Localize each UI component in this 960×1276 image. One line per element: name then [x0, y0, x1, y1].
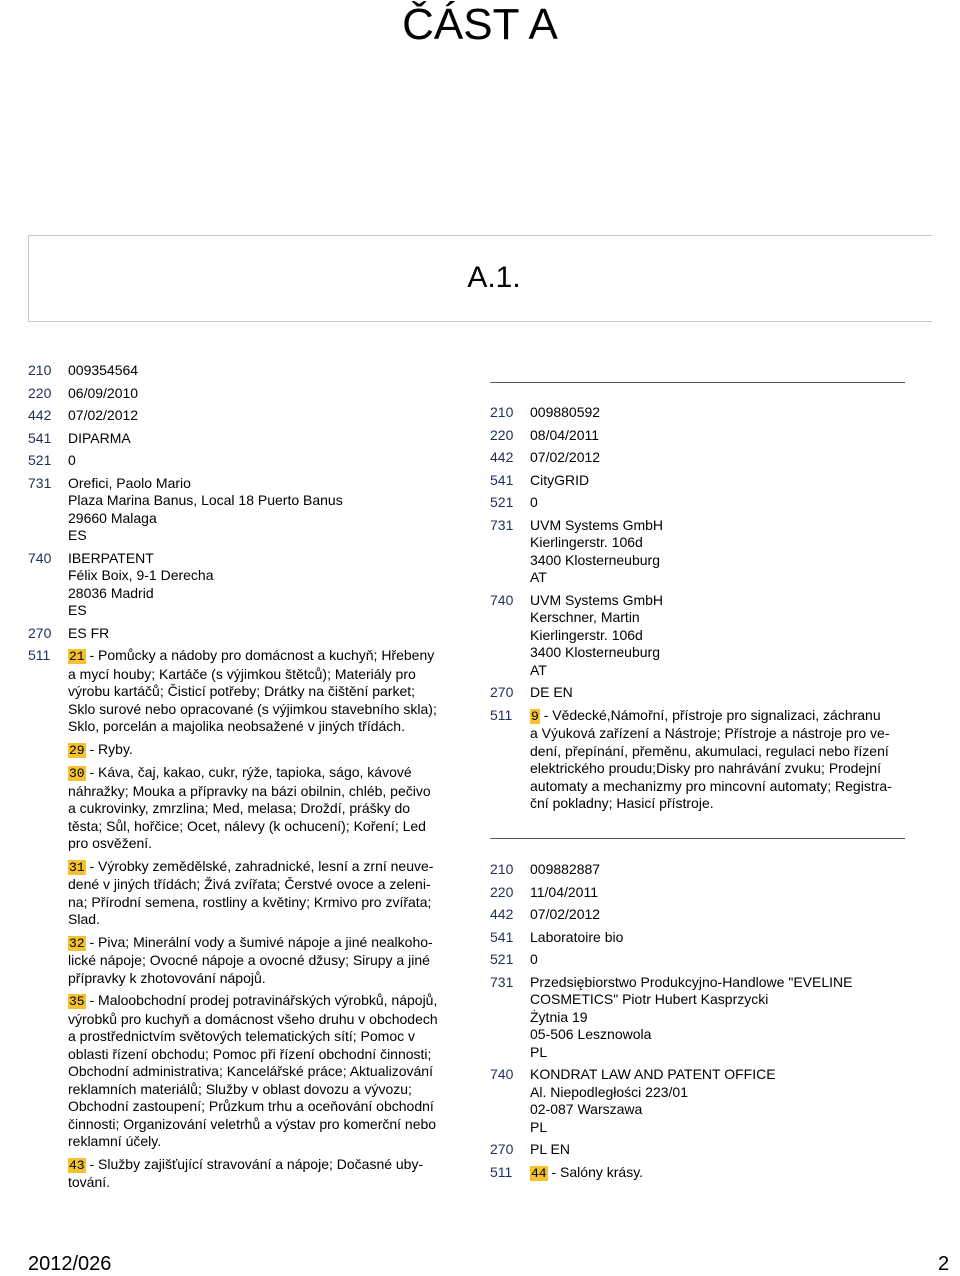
- field-line: DIPARMA: [68, 429, 131, 446]
- field-line: DE EN: [530, 684, 573, 700]
- goods-line: Sklo surové nebo opracované (s výjimkou stavebního skla);: [68, 700, 437, 717]
- field-line: Kerschner, Martin: [530, 609, 640, 625]
- field-line: 0: [68, 452, 76, 468]
- field-line: Laboratoire bio: [530, 928, 624, 945]
- field-row-541: [490, 472, 910, 490]
- field-row-731: [490, 974, 910, 1062]
- field-code: 220: [490, 426, 514, 443]
- goods-line: a Výuková zařízení a Nástroje; Přístroje a nástroje pro ve-: [530, 725, 890, 741]
- field-row-511: [490, 707, 910, 818]
- field-row-270: [490, 684, 910, 702]
- field-line: Kierlingerstr. 106d: [530, 626, 643, 643]
- field-code: 270: [490, 1141, 514, 1157]
- field-value: [68, 430, 131, 448]
- field-value: [68, 625, 109, 643]
- field-value: [68, 550, 214, 620]
- goods-line: náhražky; Mouka a přípravky na bázi obilnin, chléb, pečivo: [68, 782, 431, 799]
- goods-line: elektrického proudu;Disky pro nahrávání zvuku; Prodejní: [530, 760, 881, 776]
- field-code: 210: [28, 362, 52, 378]
- goods-class-entry: [68, 858, 438, 929]
- field-line: 07/02/2012: [530, 449, 601, 465]
- field-value: [68, 452, 76, 470]
- field-line: Przedsiębiorstwo Produkcyjno-Handlowe "EVELINE: [530, 973, 853, 990]
- goods-line: - Maloobchodní prodej potravinářských výrobků, nápojů,: [89, 992, 438, 1008]
- field-line: Félix Boix, 9-1 Derecha: [68, 567, 214, 583]
- goods-class-entry: [68, 992, 438, 1151]
- goods-line: Slad.: [68, 911, 100, 927]
- field-value: [530, 472, 589, 490]
- field-row-220: [490, 884, 910, 902]
- page-number: 2: [938, 1253, 950, 1275]
- field-code: 541: [28, 429, 52, 446]
- goods-line: oblasti řízení obchodu; Pomoc při řízení obchodní činnosti;: [68, 1045, 432, 1062]
- field-line: 07/02/2012: [530, 906, 601, 922]
- field-row-442: [490, 906, 910, 924]
- field-line: 05-506 Lesznowola: [530, 1026, 652, 1042]
- field-line: KONDRAT LAW AND PATENT OFFICE: [530, 1066, 776, 1082]
- goods-list: [68, 647, 438, 1197]
- field-row-270: [28, 625, 448, 643]
- field-code: 731: [28, 474, 52, 491]
- field-line: Kierlingerstr. 106d: [530, 534, 643, 550]
- goods-line: dené v jiných třídách; Živá zvířata; Čerstvé ovoce a zeleni-: [68, 876, 431, 892]
- field-value: [530, 884, 598, 902]
- field-row-270: [490, 1141, 910, 1159]
- field-row-442: [490, 449, 910, 467]
- field-code: 220: [490, 883, 514, 900]
- field-code: 521: [28, 452, 52, 468]
- goods-line: - Pomůcky a nádoby pro domácnost a kuchyň; Hřebeny: [89, 647, 435, 663]
- field-code: 731: [490, 516, 514, 533]
- goods-line: Obchodní administrativa; Kancelářské práce; Aktualizování: [68, 1063, 433, 1079]
- field-line: 29660 Malaga: [68, 509, 157, 526]
- goods-line: výrobků pro kuchyň a domácnost všeho druhu v obchodech: [68, 1010, 438, 1027]
- field-code: 511: [490, 706, 513, 723]
- field-row-210: [490, 861, 910, 879]
- field-value: [530, 494, 538, 512]
- field-line: UVM Systems GmbH: [530, 591, 664, 608]
- goods-line: dení, přepínání, přeměnu, akumulaci, regulaci nebo řízení: [530, 742, 889, 759]
- goods-line: Sklo, porcelán a majolika neobsažené v jiných třídách.: [68, 718, 405, 734]
- goods-line: - Káva, čaj, kakao, cukr, rýže, tapioka, ságo, kávové: [89, 764, 412, 780]
- field-row-511: [28, 647, 448, 1197]
- goods-class-entry: [68, 764, 438, 853]
- field-row-521: [490, 951, 910, 969]
- field-row-521: [490, 494, 910, 512]
- field-code: 521: [490, 951, 514, 967]
- field-value: [530, 1141, 570, 1159]
- field-row-210: [490, 404, 910, 422]
- field-code: 442: [28, 407, 52, 423]
- field-line: UVM Systems GmbH: [530, 516, 664, 533]
- field-line: 009880592: [530, 404, 601, 420]
- field-code: 740: [490, 1066, 514, 1082]
- field-line: 07/02/2012: [68, 407, 139, 423]
- field-value: [68, 407, 138, 425]
- issue-number: 2012/026: [28, 1253, 112, 1275]
- field-value: [530, 1066, 776, 1136]
- field-code: 740: [28, 549, 52, 566]
- class-number-badge: 35: [69, 994, 85, 1009]
- field-line: 009882887: [530, 861, 601, 877]
- record-1: [28, 362, 448, 1197]
- field-row-220: [490, 427, 910, 445]
- goods-line: a cukrovinky, zmrzlina; Med, melasa; Droždí, prášky do: [68, 800, 411, 816]
- field-line: COSMETICS" Piotr Hubert Kasprzycki: [530, 991, 769, 1007]
- field-code: 270: [490, 684, 514, 700]
- field-line: PL: [530, 1118, 548, 1135]
- field-code: 442: [490, 449, 514, 465]
- field-line: 3400 Klosterneuburg: [530, 644, 660, 660]
- field-code: 740: [490, 591, 514, 608]
- class-number-badge: 31: [69, 859, 85, 875]
- part-title: ČÁST A: [402, 0, 558, 49]
- field-row-541: [490, 929, 910, 947]
- field-row-740: [490, 1066, 910, 1136]
- class-number-badge: 32: [69, 935, 85, 951]
- goods-line: výrobu kartáčů; Čisticí potřeby; Drátky na čištění parket;: [68, 683, 416, 699]
- goods-line: - Ryby.: [89, 740, 133, 757]
- field-line: 0: [530, 494, 538, 510]
- field-row-731: [490, 517, 910, 587]
- class-number-badge: 9: [531, 708, 539, 724]
- field-line: Orefici, Paolo Mario: [68, 474, 191, 491]
- field-line: Plaza Marina Banus, Local 18 Puerto Banus: [68, 492, 343, 508]
- field-value: [530, 861, 600, 879]
- field-line: 0: [530, 951, 538, 967]
- field-line: AT: [530, 569, 547, 585]
- goods-line: reklamní účely.: [68, 1133, 162, 1149]
- record-2: [490, 404, 910, 818]
- field-value: [530, 592, 663, 680]
- field-code: 210: [490, 404, 514, 420]
- goods-class-entry: [68, 647, 438, 736]
- goods-class-entry: [530, 1164, 643, 1183]
- goods-line: na; Přírodní semena, rostliny a květiny; Krmivo pro zvířata;: [68, 893, 432, 910]
- goods-line: pro osvěžení.: [68, 835, 153, 851]
- field-line: CityGRID: [530, 471, 590, 488]
- class-number-badge: 29: [69, 742, 85, 758]
- goods-class-entry: [68, 1156, 438, 1192]
- goods-line: tování.: [68, 1174, 111, 1190]
- field-line: Al. Niepodległości 223/01: [530, 1083, 688, 1100]
- field-row-511: [490, 1164, 910, 1188]
- field-value: [530, 404, 600, 422]
- goods-line: - Výrobky zemědělské, zahradnické, lesní a zrní neuve-: [89, 857, 434, 874]
- field-row-210: [28, 362, 448, 380]
- field-line: ES FR: [68, 624, 110, 641]
- goods-list: [530, 707, 892, 818]
- field-line: 02-087 Warszawa: [530, 1101, 643, 1117]
- goods-line: Obchodní zastoupení; Průzkum trhu a oceňování obchodní: [68, 1098, 434, 1114]
- field-value: [68, 475, 343, 545]
- field-code: 541: [490, 928, 514, 945]
- record-divider: [490, 382, 905, 383]
- field-line: ES: [68, 602, 87, 618]
- field-value: [530, 951, 538, 969]
- goods-line: - Piva; Minerální vody a šumivé nápoje a jiné nealkoho-: [89, 933, 433, 950]
- field-line: 3400 Klosterneuburg: [530, 551, 660, 568]
- field-value: [68, 385, 138, 403]
- goods-line: ční pokladny; Hasicí přístroje.: [530, 795, 714, 811]
- class-number-badge: 30: [69, 766, 85, 781]
- field-line: 06/09/2010: [68, 384, 139, 401]
- goods-line: lické nápoje; Ovocné nápoje a ovocné džusy; Sirupy a jiné: [68, 952, 430, 968]
- field-line: AT: [530, 661, 547, 678]
- field-value: [68, 362, 138, 380]
- goods-line: a mycí houby; Kartáče (s výjimkou štětců); Materiály pro: [68, 665, 416, 682]
- field-line: ES: [68, 527, 87, 543]
- field-line: 08/04/2011: [530, 426, 600, 443]
- field-code: 210: [490, 861, 514, 877]
- goods-line: činnosti; Organizování veletrhů a výstav pro komerční nebo: [68, 1115, 437, 1132]
- class-number-badge: 44: [531, 1165, 547, 1181]
- field-code: 511: [28, 647, 51, 663]
- field-code: 731: [490, 973, 514, 990]
- goods-class-entry: [68, 934, 438, 988]
- goods-line: těsta; Sůl, hořčice; Ocet, nálevy (k ochucení); Koření; Led: [68, 817, 426, 834]
- field-value: [530, 449, 600, 467]
- field-code: 442: [490, 906, 514, 922]
- field-row-521: [28, 452, 448, 470]
- field-code: 521: [490, 494, 514, 510]
- class-number-badge: 43: [69, 1157, 85, 1173]
- field-value: [530, 929, 623, 947]
- field-value: [530, 974, 852, 1062]
- field-line: 28036 Madrid: [68, 584, 154, 601]
- field-code: 220: [28, 384, 52, 401]
- goods-line: - Služby zajišťující stravování a nápoje; Dočasné uby-: [89, 1155, 424, 1172]
- class-number-badge: 21: [69, 649, 85, 664]
- field-row-740: [28, 550, 448, 620]
- field-value: [530, 517, 663, 587]
- field-code: 511: [490, 1163, 513, 1180]
- goods-line: - Salóny krásy.: [551, 1163, 644, 1180]
- field-code: 541: [490, 471, 514, 488]
- record-divider: [490, 838, 905, 839]
- goods-line: automaty a mechanizmy pro mincovní automaty; Registra-: [530, 777, 892, 794]
- field-line: 009354564: [68, 362, 139, 378]
- field-line: PL: [530, 1043, 548, 1060]
- field-row-442: [28, 407, 448, 425]
- goods-line: reklamních materiálů; Služby v oblast dovozu a vývozu;: [68, 1080, 412, 1097]
- section-title: A.1.: [467, 261, 521, 294]
- goods-list: [530, 1164, 643, 1188]
- field-line: Żytnia 19: [530, 1008, 588, 1025]
- field-value: [530, 684, 573, 702]
- field-line: IBERPATENT: [68, 549, 154, 566]
- field-value: [530, 427, 599, 445]
- field-code: 270: [28, 624, 52, 641]
- field-row-731: [28, 475, 448, 545]
- goods-line: a prostřednictvím světových telematických sítí; Pomoc v: [68, 1028, 416, 1044]
- field-row-740: [490, 592, 910, 680]
- goods-class-entry: [68, 741, 438, 760]
- field-line: 11/04/2011: [530, 883, 598, 900]
- goods-line: přípravky k zhotovování nápojů.: [68, 969, 266, 986]
- record-3: [490, 861, 910, 1187]
- field-value: [530, 906, 600, 924]
- goods-class-entry: [530, 707, 892, 813]
- goods-line: - Vědecké,Námořní, přístroje pro signalizaci, záchranu: [543, 706, 881, 723]
- field-line: PL EN: [530, 1141, 570, 1157]
- field-row-541: [28, 430, 448, 448]
- field-row-220: [28, 385, 448, 403]
